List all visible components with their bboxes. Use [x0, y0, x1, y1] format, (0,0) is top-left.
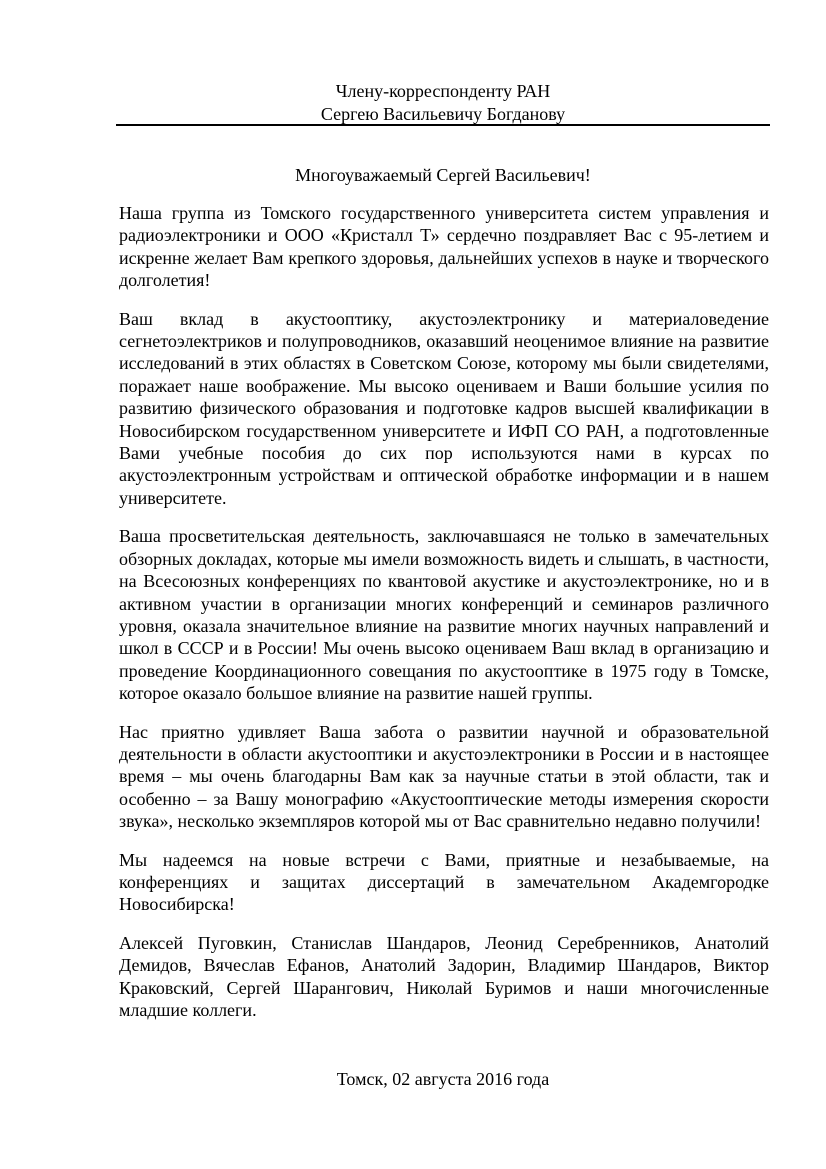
signers-list: Алексей Пуговкин, Станислав Шандаров, Леонид Серебренников, Анатолий Демидов, Вячеслав Ефанов, Анатолий Задорин, Владимир Шандаров, Виктор Краковский, Сергей Шарангович, Николай Буримов и наши многочисленные младшие коллеги.: [119, 932, 769, 1020]
letter-body: [119, 202, 769, 1037]
paragraph-closing: Мы надеемся на новые встречи с Вами, приятные и незабываемые, на конференциях и защитах диссертаций в замечательном Академгородке Новосибирска!: [119, 849, 769, 915]
addressee-block: [116, 80, 770, 126]
place-date: Томск, 02 августа 2016 года: [336, 1069, 550, 1089]
addressee-name: Сергею Васильевичу Богданову: [320, 104, 566, 124]
paragraph-gratitude: Нас приятно удивляет Ваша забота о развитии научной и образовательной деятельности в области акустооптики и акустоэлектроники в России и в настоящее время – мы очень благодарны Вам как за научные статьи в этой области, так и особенно – за Вашу монографию «Акустооптические методы измерения скорости звука», несколько экземпляров которой мы от Вас сравнительно недавно получили!: [119, 721, 769, 832]
header-divider: [116, 124, 770, 126]
salutation: Многоуважаемый Сергей Васильевич!: [295, 165, 591, 185]
paragraph-contribution: Ваш вклад в акустооптику, акустоэлектронику и материаловедение сегнетоэлектриков и полупроводников, оказавший неоценимое влияние на развитие исследований в этих областях в Советском Союзе, которому мы были свидетелями, поражает наше воображение. Мы высоко оцениваем и Ваши большие усилия по развитию физического образования и подготовке кадров высшей квалификации в Новосибирском государственном университете и ИФП СО РАН, а подготовленные Вами учебные пособия до сих пор используются нами в курсах по акустоэлектронным устройствам и оптической обработке информации и в нашем университете.: [119, 308, 769, 508]
paragraph-outreach: Ваша просветительская деятельность, заключавшаяся не только в замечательных обзорных докладах, которые мы имели возможность видеть и слышать, в частности, на Всесоюзных конференциях по квантовой акустике и акустоэлектронике, но и в активном участии в организации многих конференций и семинаров различного уровня, оказала значительное влияние на развитие многих научных направлений и школ в СССР и в России! Мы очень высоко оцениваем Ваш вклад в организацию и проведение Координационного совещания по акустооптике в 1975 году в Томске, которое оказало большое влияние на развитие нашей группы.: [119, 526, 769, 704]
paragraph-greeting: Наша группа из Томского государственного университета систем управления и радиоэлектроники и ООО «Кристалл Т» сердечно поздравляет Вас с 95-летием и искренне желает Вам крепкого здоровья, дальнейших успехов в науке и творческого долголетия!: [119, 203, 769, 291]
addressee-title: Члену-корреспонденту РАН: [335, 81, 551, 101]
